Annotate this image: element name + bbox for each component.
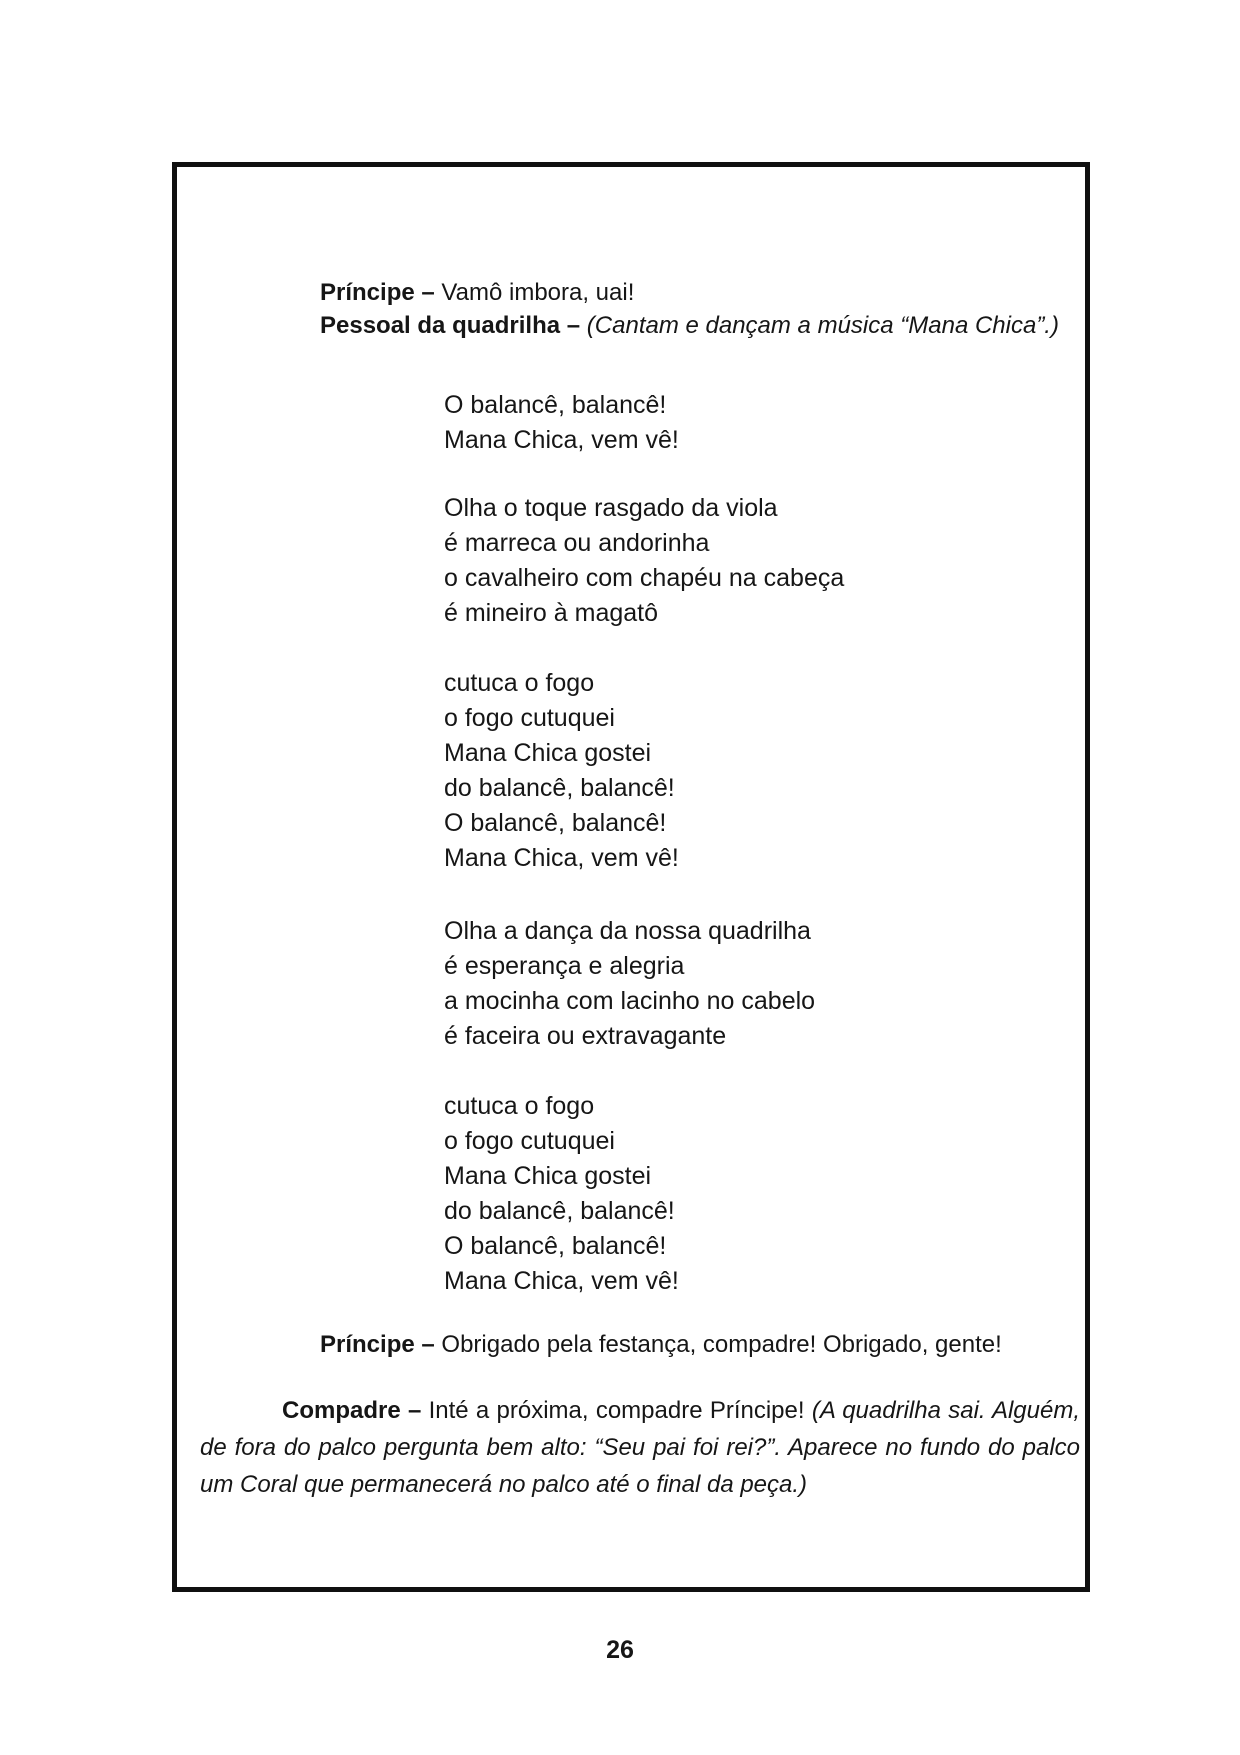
verse-line: Mana Chica gostei bbox=[444, 739, 652, 767]
song-stanza-4 bbox=[444, 914, 815, 1054]
verse-line: do balancê, balancê! bbox=[444, 774, 675, 802]
dialogue-block-principe-2 bbox=[320, 1328, 1002, 1361]
verse-line: Mana Chica, vem vê! bbox=[444, 426, 679, 454]
verse-line: o fogo cutuquei bbox=[444, 1127, 615, 1155]
verse-line: cutuca o fogo bbox=[444, 1092, 595, 1120]
speaker-dash: – bbox=[421, 279, 435, 306]
speaker-name: Pessoal da quadrilha bbox=[320, 312, 561, 339]
verse-line: a mocinha com lacinho no cabelo bbox=[444, 987, 816, 1015]
verse-line: cutuca o fogo bbox=[444, 669, 595, 697]
verse-line: Olha a dança da nossa quadrilha bbox=[444, 917, 811, 945]
verse-line: O balancê, balancê! bbox=[444, 391, 667, 419]
stage-direction: (Cantam e dançam a música “Mana Chica”.) bbox=[586, 312, 1059, 339]
song-stanza-3 bbox=[444, 666, 679, 876]
song-stanza-1 bbox=[444, 388, 679, 458]
verse-line: O balancê, balancê! bbox=[444, 809, 667, 837]
verse-line: do balancê, balancê! bbox=[444, 1197, 675, 1225]
verse-line: é mineiro à magatô bbox=[444, 599, 659, 627]
verse-line: Mana Chica, vem vê! bbox=[444, 1267, 679, 1295]
dialogue-paragraph-compadre bbox=[200, 1392, 1080, 1503]
verse-line: o cavalheiro com chapéu na cabeça bbox=[444, 564, 845, 592]
verse-line: o fogo cutuquei bbox=[444, 704, 615, 732]
dialogue-text: Vamô imbora, uai! bbox=[441, 279, 635, 306]
verse-line: O balancê, balancê! bbox=[444, 1232, 667, 1260]
speaker-dash: – bbox=[566, 312, 581, 339]
verse-line: Mana Chica, vem vê! bbox=[444, 844, 679, 872]
song-stanza-2 bbox=[444, 491, 844, 631]
dialogue-text: Obrigado pela festança, compadre! Obrigado, gente! bbox=[441, 1331, 1002, 1358]
verse-line: Olha o toque rasgado da viola bbox=[444, 494, 778, 522]
speaker-name: Príncipe bbox=[320, 279, 415, 306]
page-number: 26 bbox=[606, 1636, 634, 1664]
dialogue-line-principe-2 bbox=[320, 1328, 1002, 1361]
dialogue-text: Inté a próxima, compadre Príncipe! bbox=[428, 1397, 805, 1424]
speaker-name: Compadre bbox=[282, 1397, 401, 1424]
dialogue-line-pessoal bbox=[320, 309, 1059, 342]
dialogue-block-compadre bbox=[200, 1392, 1080, 1503]
page-border bbox=[172, 162, 1090, 1592]
verse-line: Mana Chica gostei bbox=[444, 1162, 652, 1190]
verse-line: é marreca ou andorinha bbox=[444, 529, 710, 557]
dialogue-line-principe-1 bbox=[320, 276, 1059, 309]
stage-direction: (A quadrilha sai. Alguém, de fora do palco pergunta bem alto: “Seu pai foi rei?”. Aparece no fundo do palco um Coral que permanecerá no palco até o final da peça.) bbox=[200, 1397, 1081, 1498]
song-stanza-5 bbox=[444, 1089, 679, 1299]
verse-line: é faceira ou extravagante bbox=[444, 1022, 727, 1050]
dialogue-block-opening bbox=[320, 276, 1059, 342]
speaker-name: Príncipe bbox=[320, 1331, 415, 1358]
verse-line: é esperança e alegria bbox=[444, 952, 685, 980]
speaker-dash: – bbox=[421, 1331, 435, 1358]
speaker-dash: – bbox=[407, 1397, 422, 1424]
